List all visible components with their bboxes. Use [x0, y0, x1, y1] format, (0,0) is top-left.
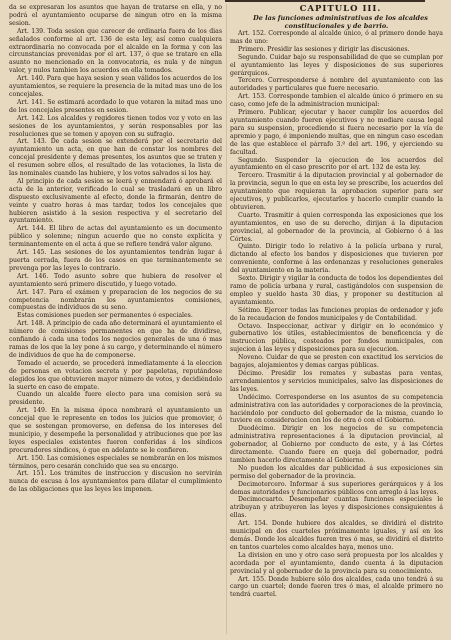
paragraph: No pueden los alcaldes dar publicidad á sus exposiciones sin permiso del gobernador de la provincia. — [230, 464, 443, 480]
paragraph: Art. 143. De cada sesion se extenderá por el secretario del ayuntamiento un acta, en que han de constar los nombres del concejal presidente y demas presentes, los asuntos que se traten y el resumen sobre ellos, el resultado de las votaciones, la lista de las nominales cuando las hubiere, y los votos salvados si los hay. — [9, 138, 222, 178]
paragraph: Art. 149. En la misma época nombrará el ayuntamiento un concejal que le represente en todos los juicios que promovier, ó que se sostengan promoverse, en defensa de los intereses del municipio, y desempeñe la personalidad y atribuciones que por las leyes especiales existentes fueron conferidas á los síndicos procuradores síndicos, ó que en adelante se le confieren. — [9, 407, 222, 454]
paragraph: Sétimo. Ejercer todas las funciones propias de ordenador y jefe de la recaudacion de fondos municipales y de Contabilidad. — [230, 306, 443, 322]
paragraph: Art. 146. Todo asunto sobre que hubiera de resolver el ayuntamiento será primero discutido, y luego votado. — [9, 272, 222, 288]
paragraph: Noveno. Cuidar de que se presten con exactitud los servicios de bagajes, alojamientos y demas cargas públicas. — [230, 354, 443, 370]
paragraph: Primero. Presidir las sesiones y dirigir las discusiones. — [238, 45, 410, 53]
paragraph: Art. 139. Toda sesion que carecer de ordinaria fuera de los dias señalados conforme al art. 136 de esta ley, así como cualquiera extraordinaria no convocada por el alcalde en la forma y con las circunstancias prevenidas por el art. 137, ó que se tratare en ella asunto no mencionado en la convocatoria, es nula y de ningun valor, y nulos tambien los acuerdos en ella tomados. — [9, 27, 222, 75]
paragraph: Art. 147. Para el exámen y preparacion de los negocios de su competencia nombrarán los ayuntamientos comisiones, compuestas de individuos de su seno. — [9, 288, 222, 312]
paragraph: Segundo. Cuidar bajo su responsabilidad de que se cumplan por el ayuntamiento las leyes y disposiciones de sus superiores gerárquicos. — [230, 53, 443, 77]
paragraph: Estas comisiones pueden ser permanentes ó especiales. — [17, 312, 193, 320]
paragraph: Decimocuarto. Desempeñar cuantas funciones especiales le atribuyan y atribuyeren las leyes y disposiciones consiguientes á ellas. — [230, 496, 443, 520]
paragraph: Art. 141. Se estimará acordado lo que votaren la mitad mas uno de los concejales presentes en sesion. — [9, 98, 222, 114]
paragraph: Art. 145. Las sesiones de los ayuntamientos tendrán lugar á puerta cerrada, fuera de los casos en que terminantemente se prevenga por las leyes lo contrario. — [9, 249, 222, 272]
paragraph: da se expresaran los asuntos que hayan de tratarse en ella, y no podrá el ayuntamiento ocuparse de ningun otro en la misma sesion. — [9, 4, 222, 27]
paragraph: Al principio de cada sesion se leerá y enmendará ó aprobará el acta de la anterior, verificado lo cual se trasladará en un libro dispuesto exclusivamente al efecto, donde la firmarán, dentro de veinte y cuatro horas á mas tardar, todos los concejales que hubieren asistido á la sesion respectiva y el secretario del ayuntamiento. — [9, 177, 222, 225]
paragraph: Art. 142. Los alcaldes y regidores tienen todos voz y voto en las sesiones de los ayuntamientos, y serán responsables por las resoluciones que se tomen y apoyen con su sufragio. — [9, 114, 222, 138]
paragraph: Duodécimo. Dirigir en los negocios de su competencia administrativa representaciones á la diputacion provincial, al gobernador, al Gobierno por conducto de este, y á las Córtes directamente. Cuando fuere en queja del gobernador, podrá tambien hacerlo directamente al Gobierno. — [230, 425, 443, 464]
paragraph: Undécimo. Corresponderse en los asuntos de su competencia administrativa con las autoridades y corporaciones de la provincia, haciéndolo por conducto del gobernador de la misma, cuando lo tuviere en consideracion con los de otra ó con el Gobierno. — [230, 393, 443, 425]
chapter-title: CAPÍTULO III. — [299, 4, 382, 14]
paragraph: Décimo. Presidir los remates y subastas para ventas, arrendamientos y servicios municipales, salvo las disposiciones de las leyes. — [230, 369, 443, 393]
paragraph: Cuarto. Trasmitir á quien corresponda las exposiciones que los ayuntamientos, en uso de su derecho, dirijan á la diputacion provincial, al gobernador de la provincia, al Gobierno ó á las Córtes. — [230, 211, 443, 243]
paragraph: Art. 148. A principio de cada año determinará el ayuntamiento el número de comisiones permanentes en que ha de dividirse, confiando á cada una todos los negocios generales de una ó mas ramas de los que la ley pone á su cargo, y determinando el número de individuos de que ha de componerse. — [9, 320, 222, 359]
paragraph: Cuando un alcalde fuere electo para una comision será su presidente. — [9, 391, 222, 407]
paragraph: Art. 153. Corresponde tambien el alcalde único ó primero en su caso, como jefe de la administracion municipal: — [230, 93, 443, 109]
paragraph: Segundo. Suspender la ejecucion de los acuerdos del ayuntamiento en el caso prescrito por el art. 132 de esta ley. — [230, 156, 443, 172]
paragraph: Art. 150. Las comisiones especiales se nombrarán en los mismos términos, pero cesarán concluido que sea su encargo. — [9, 454, 222, 470]
column-divider — [226, 4, 227, 634]
paragraph: Art. 144. El libro de actas del ayuntamiento es un documento público y solemne; ningun acuerdo que no conste explícita y terminantemente en el acta á que se refiere tendrá valor alguno. — [9, 225, 222, 249]
paragraph: Sexto. Dirigir y vigilar la conducta de todos los dependientes del ramo de policía urbana y rural, castigándolos con suspension de empleo y sueldo hasta 30 dias, y proponer su destitucion al ayuntamiento. — [230, 275, 443, 306]
paragraph: Art. 151. Los trámites de instruccion y discusion no servirán nunca de escusa á los ayuntamientos para dilatar el cumplimiento de las obligaciones que las leyes les imponen. — [9, 470, 222, 494]
paragraph: Quinto. Dirigir todo lo relativo á la policía urbana y rural, dictando al efecto los bandos y disposiciones que tuvieren por conveniente, conforme á las ordenanzas y resoluciones generales del ayuntamiento en la materia. — [230, 243, 443, 275]
right-column — [230, 4, 443, 636]
paragraph: Tercero. Corresponderse á nombre del ayuntamiento con las autoridades y particulares que fuere necesario. — [230, 77, 443, 93]
paragraph: Primero. Publicar, ejecutar y hacer cumplir los acuerdos del ayuntamiento cuando fueren ejecutivos y no mediare causa legal para su suspension, procediendo si fuera necesario por la vía de apremio y pago, é imponiendo multas, que en ningun caso escedan de las que establece el párrafo 3.º del art. 196, y ejerciendo su facultad. — [230, 109, 443, 156]
paragraph: La division en uno y otro caso será propuesta por los alcaldes y acordada por el ayuntamiento, dando cuenta á la diputacion provincial y al gobernador de la provincia para su conocimiento. — [230, 551, 443, 575]
header-rule — [225, 0, 425, 2]
chapter-subtitle: De las funciones administrativas de los alcaldes constitucionales y de barrio. — [253, 14, 428, 30]
paragraph: Art. 152. Corresponde al alcalde único, ó al primero donde haya mas de uno: — [230, 30, 443, 45]
left-column — [9, 4, 222, 636]
right-paragraphs — [230, 30, 443, 599]
paragraph: Art. 140. Para que haya sesion y sean válidos los acuerdos de los ayuntamientos, se requiere la presencia de la mitad mas uno de los concejales. — [9, 75, 222, 98]
paragraph: Art. 155. Donde hubiere sólo dos alcaldes, cada uno tendrá á su cargo un cuartel; donde fueren tres ó mas, el alcalde primero no tendrá cuartel. — [230, 575, 443, 599]
paragraph: Art. 154. Donde hubiere dos alcaldes, se dividirá el distrito municipal en dos cuarteles próximamente iguales, y así en los demás. Donde los alcaldes fueren tres ó mas, se dividirá el distrito en tantos cuarteles como alcaldes haya, menos uno. — [230, 520, 443, 551]
paragraph: Octavo. Inspeccionar, activar y dirigir en lo económico y gubernativo los útiles, establecimientos de beneficencia y de instruccion pública, costeados por fondos municipales, con sujecion á las leyes y disposiciones para su ejecucion. — [230, 322, 443, 354]
paragraph: Tercero. Trasmitir á la diputacion provincial y al gobernador de la provincia, segun lo que en esta ley se prescribe, los acuerdos del ayuntamiento que requieran la aprobacion superior para ser ejecutivos, y publicarlos, ejecutarlos y hacerlo cumplir cuando la obtuvieren. — [230, 172, 443, 211]
paragraph: Tomado el acuerdo, se procederá inmediatamente á la eleccion de personas en votacion secreta y por papeletas, reputándose elegidos los que obtuvieren mayor número de votos, y decidiéndolo la suerte en caso de empate. — [9, 359, 222, 391]
paragraph: Decimotercero. Informar á sus superiores gerárquicos y á los demas autoridades y funcionarios públicos con arreglo á las leyes. — [230, 480, 443, 496]
